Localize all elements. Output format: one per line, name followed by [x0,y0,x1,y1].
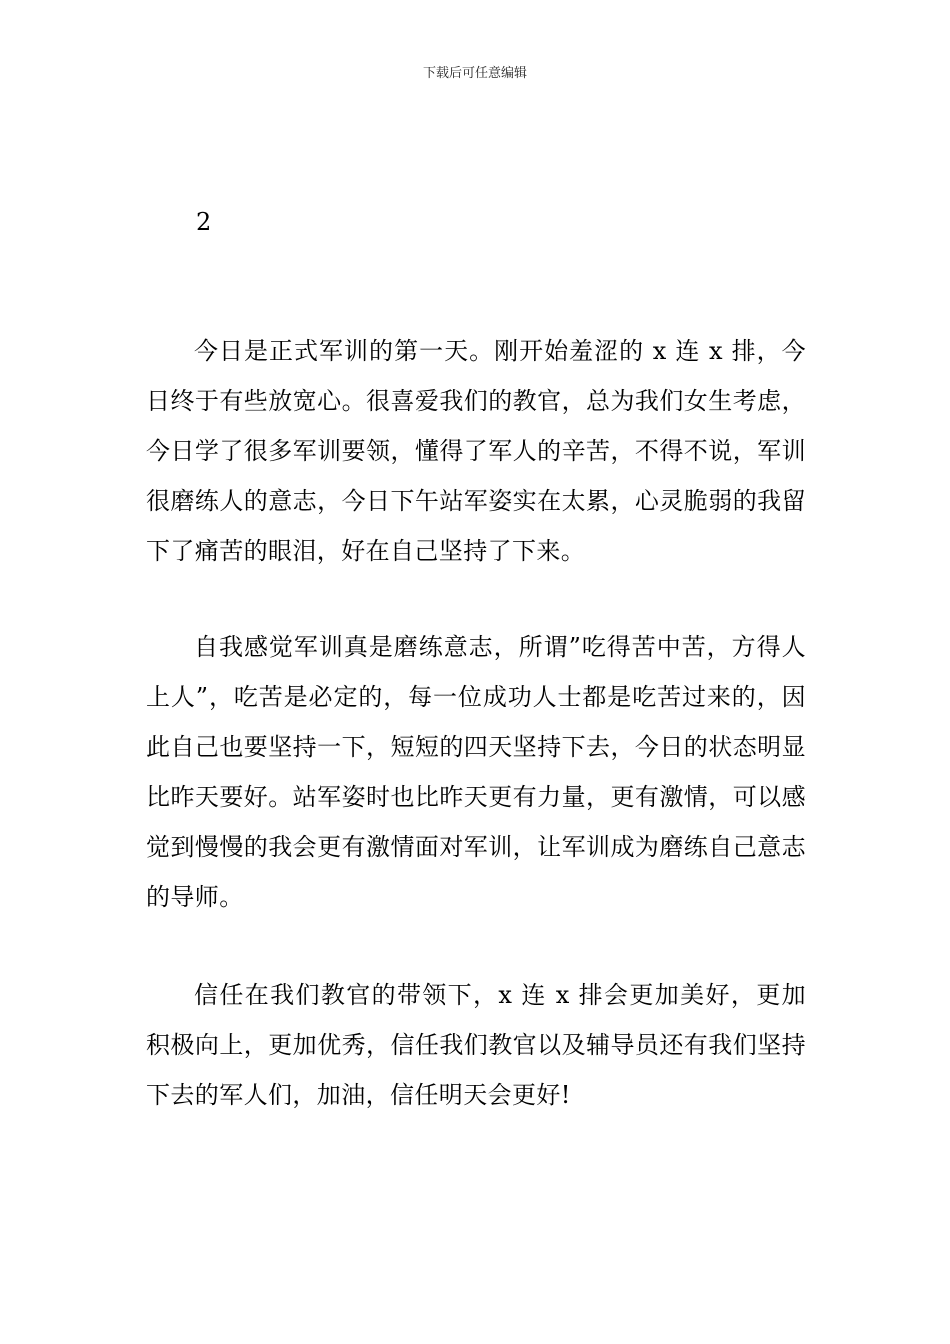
paragraph-3: 信任在我们教官的带领下，x 连 x 排会更加美好，更加积极向上，更加优秀，信任我们教官以及辅导员还有我们坚持下去的军人们，加油，信任明天会更好! [146,981,806,1109]
header-note: 下载后可任意编辑 [422,66,527,81]
paragraph-1: 今日是正式军训的第一天。刚开始羞涩的 x 连 x 排，今日终于有些放宽心。很喜爱我们的教官，总为我们女生考虑，今日学了很多军训要领，懂得了军人的辛苦，不得不说，军训很磨练人的意志，今日下午站军姿实在太累，心灵脆弱的我留下了痛苦的眼泪，好在自己坚持了下来。 [146,337,806,565]
section-number: 2 [196,208,212,236]
paragraph-2: 自我感觉军训真是磨练意志，所谓”吃得苦中苦，方得人上人”，吃苦是必定的，每一位成功人士都是吃苦过来的，因此自己也要坚持一下，短短的四天坚持下去，今日的状态明显比昨天要好。站军姿时也比昨天更有力量，更有激情，可以感觉到慢慢的我会更有激情面对军训，让军训成为磨练自己意志的导师。 [146,633,806,911]
